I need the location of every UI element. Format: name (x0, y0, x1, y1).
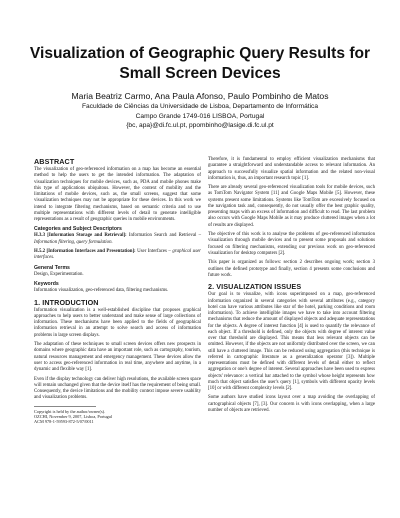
affiliation-line-2: Campo Grande 1749-016 LISBOA, Portugal (135, 112, 265, 120)
category-1-italic: Information filtering, query formulation. (34, 239, 113, 245)
paper-title (20, 44, 380, 84)
copyright-line-3: ACM 978-1-59593-872-5/07/0011 (34, 419, 94, 425)
general-terms-heading: General Terms (34, 264, 70, 271)
right-paragraph-1: Therefore, it is fundamental to employ efficient visualization mechanisms that guarantee a straightforward and understandable access to relevant information. An approach to successfully visualize spatial information and the related non-visual information is, thus, an important research topic [1]. (208, 157, 375, 181)
category-item-2 (34, 249, 201, 262)
keywords-text: Information visualization, geo-referenced data, filtering mechanisms. (34, 288, 169, 294)
category-1-text: Information Search and Retrieval – (128, 233, 202, 239)
title-line-1: Visualization of Geographic Query Results for (29, 45, 371, 62)
affiliation-line-1: Faculdade de Ciências da Universidade de Lisboa, Departamento de Informática (81, 103, 319, 110)
keywords-heading: Keywords (34, 281, 59, 288)
right-paragraph-2: There are already several geo-referenced visualization tools for mobile devices, such as TomTom Navigator System [11] and Google Maps Mobile [5]. However, these systems present some limitations. Systems like TomTom are excessively focused on the navigation task and, consequently, do not usually offer the best graphic quality, presenting maps with an excess of information and difficult to read. The last problem also occurs with Google Maps Mobile as it may produce cluttered images when a lot of results are displayed. (208, 185, 375, 228)
section-2-paragraph-1: Our goal is to visualize, with icons superimposed on a map, geo-referenced information organized in several categories with several attributes (e.g., category hotel can have various attributes like star of the hotel, parking conditions and room information). To achieve intelligible images we have to take into account filtering mechanisms that reduce the amount of displayed objects and adequate representations for the objects. A degree of interest function [4] is used to quantify the relevance of each object. If a threshold is defined, only the objects with degree of interest value over that threshold are displayed. This means that less relevant objects can be omitted. However, if the objects are not uniformly distributed over the screen, we can still have a cluttered image. This can be reduced using aggregation (this technique is referred in cartographic literature as a generalization operator [3]). Multiple representations must be defined with different levels of detail either to reflect aggregation or one's degree of interest. Several approaches have been used to express objects' relevance: a vertical bar attached to the symbol whose height represents how much that object satisfies the user's query [1], symbols with different opacity levels [10] or with different complexity levels [2]. (208, 292, 375, 391)
right-paragraph-4: This paper is organized as follows: section 2 describes ongoing work; section 3 outlines the defined prototype and finally, section 4 presents some conclusions and future work. (208, 260, 375, 278)
introduction-heading: 1. INTRODUCTION (34, 297, 99, 307)
author-list: Maria Beatriz Carmo, Ana Paula Afonso, Paulo Pombinho de Matos (71, 91, 329, 101)
copyright-line-2: OZCHI, November 9, 2007, Lisboa, Portugal (34, 413, 112, 419)
intro-paragraph-2: The adaptation of these techniques to small screen devices offers new prospects in domains where geographic data have an important role, such as cartography, tourism, natural resources management and emergency management. These devices allow the user to access geo-referenced information in real time, anywhere and anytime, in a dynamic and flexible way [1]. (34, 342, 201, 373)
section-2-paragraph-2: Some authors have studied icons layout over a map avoiding the overlapping of cartographical objects [7], [3]. Our concern is with icons overlapping, when a large number of objects are retrieved. (208, 395, 375, 413)
abstract-heading: ABSTRACT (34, 157, 75, 166)
category-1-code: H.3.3 [Information Storage and Retrieval]: (34, 233, 127, 239)
intro-paragraph-3: Even if the display technology can deliver high resolutions, the available screen space will remain unchanged given that the device itself has the requirement of being small. Consequently, the device limitations and the mobility context impose severe usability and visualization problems. (34, 376, 201, 401)
left-column (34, 157, 201, 424)
category-item-1 (34, 233, 201, 246)
paper-header (20, 44, 380, 131)
copyright-line-1: Copyright is held by the author/owner(s). (34, 408, 106, 414)
category-2-italic: graphical user interfaces. (34, 249, 201, 261)
general-terms-text: Design, Experimentation. (34, 271, 84, 277)
categories-heading: Categories and Subject Descriptors (34, 226, 122, 233)
right-column (208, 157, 375, 417)
category-2-text: User Interfaces – (137, 249, 171, 255)
intro-paragraph-1: Information visualization is a well-established discipline that proposes graphical approaches to help users to better understand and make sense of large collections of information. These mechanisms have been applied to the fields of geographical information retrieval in an attempt to solve search and access of information problems in large screen displays. (34, 307, 201, 338)
author-emails: {bc, apa}@di.fc.ul.pt, ppombinho@lasige.di.fc.ul.pt (126, 122, 274, 130)
category-2-code: H.5.2 [Information Interfaces and Presentation]: (34, 249, 136, 255)
abstract-text: The visualization of geo-referenced information on a map has become an essential method to help the users to get the intended information. The adaptation of visualization techniques for mobile devices, such as, PDA and mobile phones make this type of applications ubiquitous. However, the context of mobility and the limitations of mobile devices, such as, the small screens, suggest that some visualization techniques may not be appropriate for these devices. In this work we intend to integrate filtering mechanisms, based on semantic criteria and to use multiple representations with different levels of detail to generate intelligible representations as a result of geographic queries in mobile environments. (34, 167, 201, 222)
right-paragraph-3: The objective of this work is to analyse the problems of geo-referenced information visualization through mobile devices and to present some proposals and solutions focused on filtering mechanisms, extending our previous work on geo-referenced visualization for desktop computers [2]. (208, 232, 375, 256)
title-line-2: Small Screen Devices (119, 65, 281, 82)
copyright-notice (34, 406, 112, 425)
section-2-heading: 2. VISUALIZATION ISSUES (208, 282, 302, 292)
